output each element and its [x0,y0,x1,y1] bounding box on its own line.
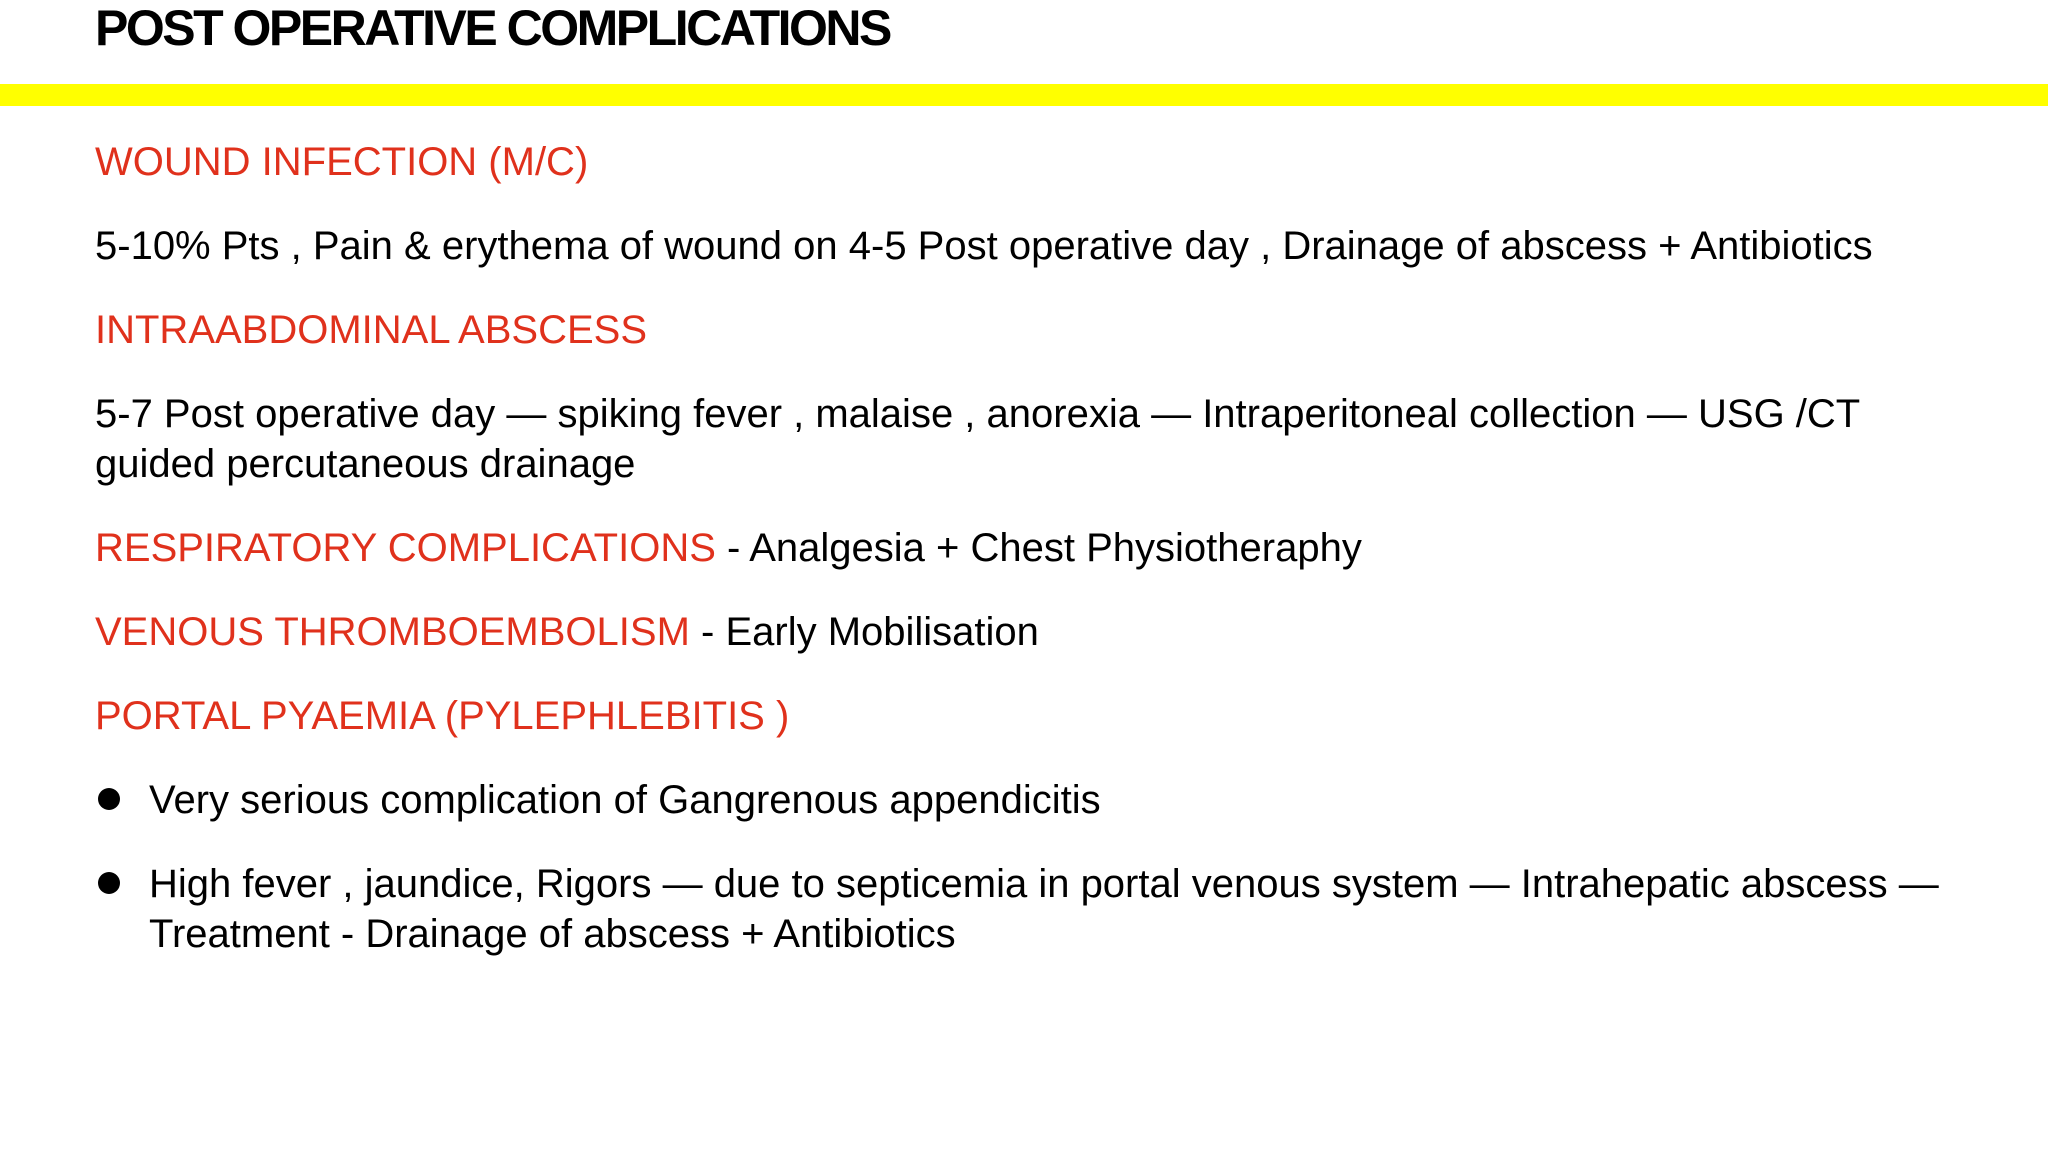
venous-thromboembolism-line [95,607,1975,657]
wound-infection-text: 5-10% Pts , Pain & erythema of wound on 4-5 Post operative day , Drainage of abscess + Antibiotics [95,224,1873,268]
intraabdominal-abscess-heading: INTRAABDOMINAL ABSCESS [95,308,647,352]
bullet-text: High fever , jaundice, Rigors — due to septicemia in portal venous system — Intrahepatic abscess — Treatment - Drainage of abscess + Antibiotics [149,862,1939,956]
bullet-dot-icon [98,872,120,894]
bullet-dot-icon [98,788,120,810]
portal-pyaemia-heading: PORTAL PYAEMIA (PYLEPHLEBITIS ) [95,694,790,738]
title-accent-bar [0,84,2048,106]
bullet-item [95,859,1975,959]
slide-content [95,137,1975,993]
portal-pyaemia-bullet-list [95,775,1975,959]
venous-thromboembolism-treatment: - Early Mobilisation [689,610,1039,654]
intraabdominal-abscess-text: 5-7 Post operative day — spiking fever , malaise , anorexia — Intraperitoneal collection — USG /CT guided percutaneous drainage [95,392,1860,486]
respiratory-complications-treatment: - Analgesia + Chest Physiotheraphy [715,526,1362,570]
bullet-item [95,775,1975,825]
wound-infection-heading: WOUND INFECTION (M/C) [95,140,589,184]
bullet-text: Very serious complication of Gangrenous appendicitis [149,778,1101,822]
slide-title: POST OPERATIVE COMPLICATIONS [95,0,890,56]
respiratory-complications-heading: RESPIRATORY COMPLICATIONS [95,526,716,570]
respiratory-complications-line [95,523,1975,573]
venous-thromboembolism-heading: VENOUS THROMBOEMBOLISM [95,610,690,654]
